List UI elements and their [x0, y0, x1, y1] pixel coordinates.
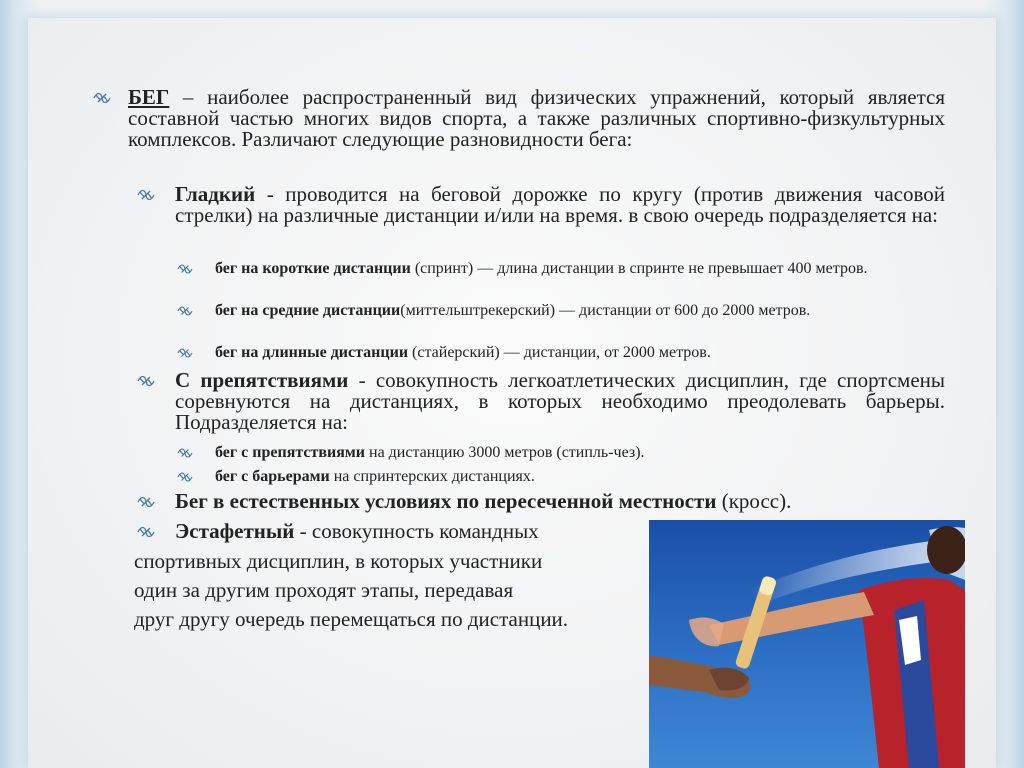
obstacles-term: С препятствиями: [175, 368, 349, 392]
obstacles-paragraph: [175, 370, 945, 433]
obstacles-item-1-text: на дистанцию 3000 метров (стипль-чез).: [365, 444, 645, 461]
bullet-flourish-icon: [176, 346, 194, 362]
cross-paragraph: [175, 491, 945, 512]
smooth-paragraph: [175, 184, 945, 226]
intro-text: – наиболее распространенный вид физических упражнений, который является составной частью многих видов спорта, а также различных спортивно-физкультурных комплексов. Различают следующие разновидности бега:: [128, 85, 945, 151]
smooth-item-2: [215, 302, 945, 320]
bullet-flourish-icon: [136, 494, 154, 510]
intro-paragraph: [128, 87, 945, 150]
obstacles-item-1: [215, 444, 945, 462]
intro-term: БЕГ: [128, 85, 170, 109]
obstacles-text: - совокупность легкоатлетических дисциплин, где спортсмены соревнуются на дистанциях, в которых необходимо преодолевать барьеры. Подразделяется на:: [175, 368, 945, 434]
bullet-flourish-icon: [136, 373, 154, 389]
obstacles-item-2-text: на спринтерских дистанциях.: [329, 468, 535, 485]
relay-text: - совокупность командных: [294, 519, 539, 543]
obstacles-item-1-term: бег с препятствиями: [215, 444, 365, 461]
smooth-item-1-text: (спринт) — длина дистанции в спринте не превышает 400 метров.: [410, 260, 868, 277]
cross-term: Бег в естественных условиях по пересеченной местности: [175, 489, 717, 513]
smooth-item-2-term: бег на средние дистанции: [215, 302, 401, 319]
smooth-item-2-text: (миттельштрекерский) — дистанции от 600 до 2000 метров.: [400, 302, 811, 319]
smooth-text: - проводится на беговой дорожке по кругу (против движения часовой стрелки) на различные дистанции и/или на время. в свою очередь подразделяется на:: [175, 182, 945, 227]
smooth-item-1-term: бег на короткие дистанции: [215, 260, 411, 277]
smooth-item-1: [215, 260, 945, 278]
cross-text: (кросс).: [716, 489, 792, 513]
obstacles-item-2-term: бег с барьерами: [215, 468, 330, 485]
relay-baton-photo: [649, 520, 965, 768]
bullet-flourish-icon: [176, 470, 194, 486]
bullet-flourish-icon: [136, 187, 154, 203]
bullet-flourish-icon: [176, 262, 194, 278]
smooth-term: Гладкий: [175, 182, 256, 206]
bullet-flourish-icon: [176, 446, 194, 462]
bullet-flourish-icon: [136, 524, 154, 540]
relay-line-3: один за другим проходят этапы, передавая: [134, 578, 514, 602]
relay-line-1: [175, 521, 539, 542]
obstacles-item-2: [215, 468, 945, 486]
bullet-flourish-icon: [92, 90, 110, 106]
smooth-item-3: [215, 344, 945, 362]
smooth-item-3-term: бег на длинные дистанции: [215, 344, 409, 361]
relay-line-2: спортивных дисциплин, в которых участники: [134, 549, 543, 573]
relay-term: Эстафетный: [175, 519, 295, 543]
relay-line-4: друг другу очередь перемещаться по дистанции.: [134, 607, 569, 631]
smooth-item-3-text: (стайерский) — дистанции, от 2000 метров.: [408, 344, 711, 361]
bullet-flourish-icon: [176, 304, 194, 320]
